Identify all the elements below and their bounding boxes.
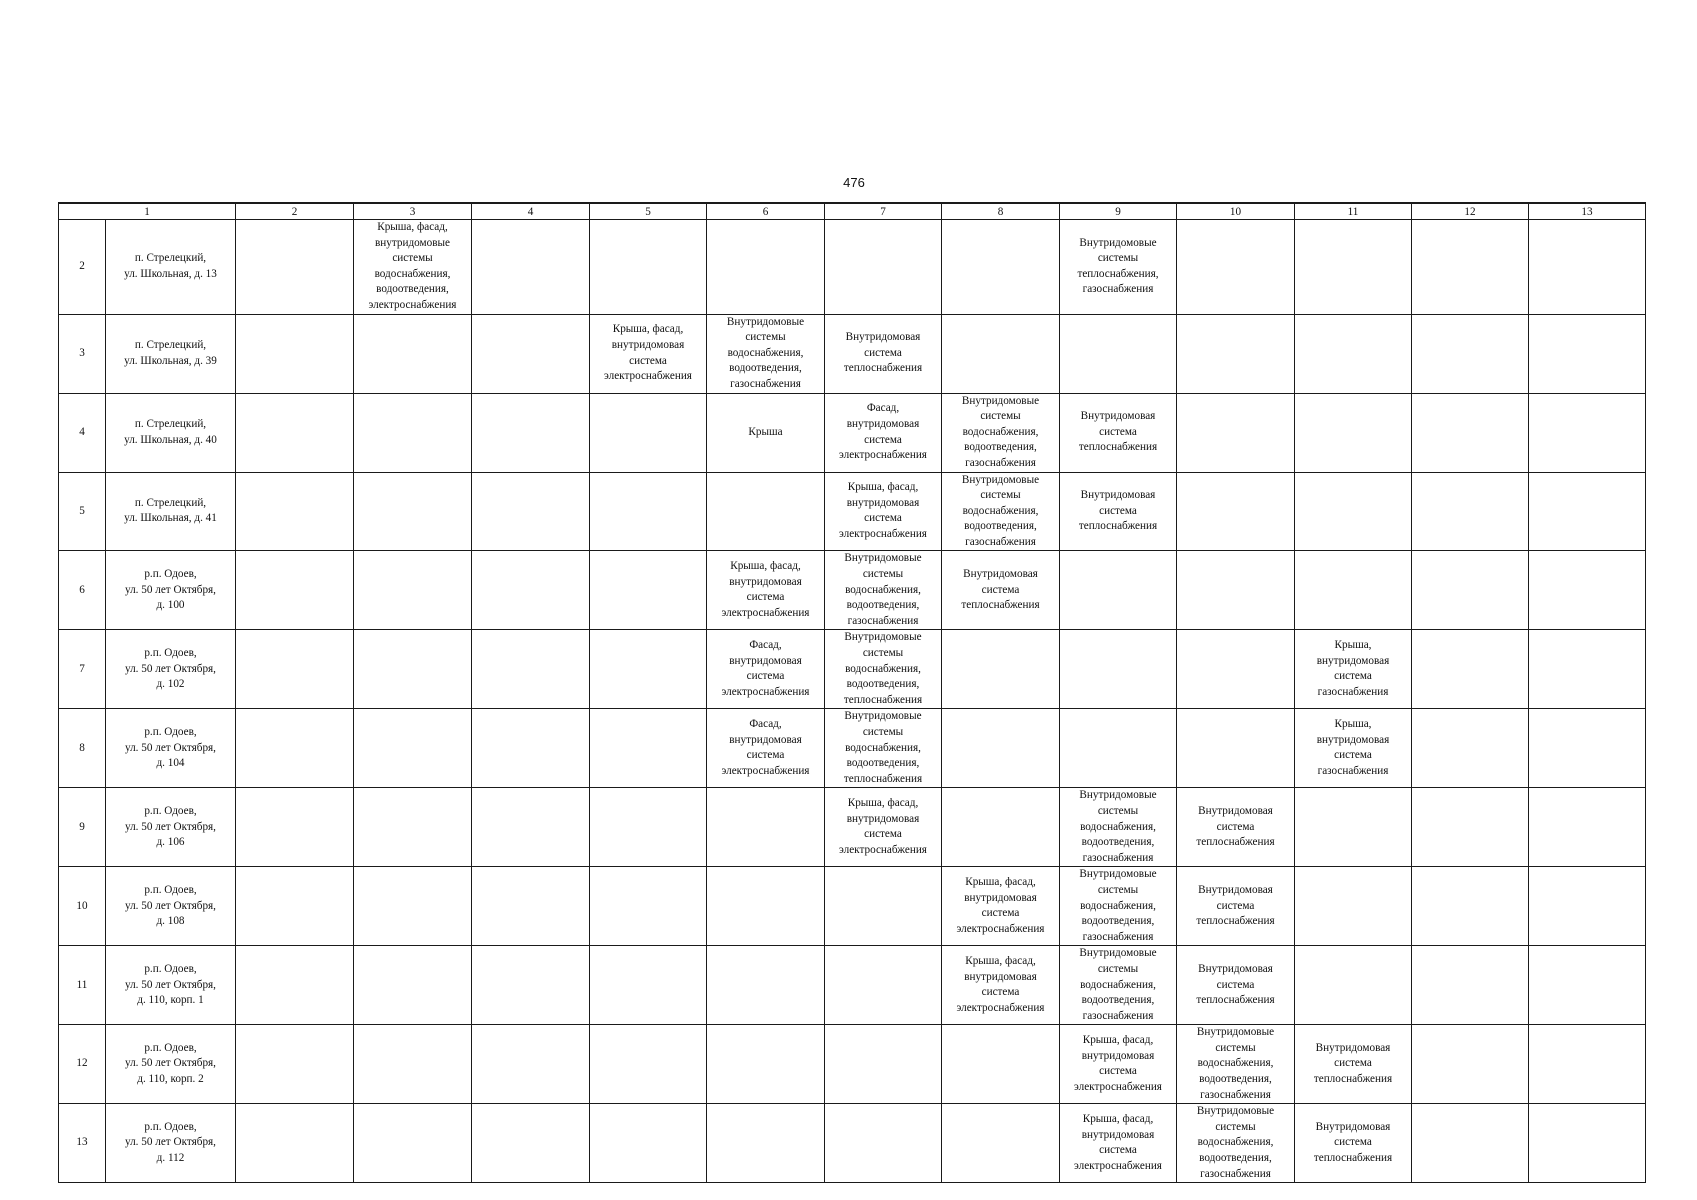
row-number-cell: 4 — [59, 393, 106, 472]
work-cell-col-13 — [1529, 946, 1646, 1025]
work-cell-col-12 — [1412, 472, 1529, 551]
row-number-cell: 9 — [59, 788, 106, 867]
work-cell-col-9: Внутридомовая система теплоснабжения — [1060, 393, 1177, 472]
work-cell-col-13 — [1529, 551, 1646, 630]
work-cell-col-2 — [236, 630, 354, 709]
work-cell-col-2 — [236, 551, 354, 630]
work-cell-col-11 — [1295, 551, 1412, 630]
work-cell-col-3 — [354, 1104, 472, 1183]
work-cell-col-9 — [1060, 630, 1177, 709]
work-cell-col-4 — [472, 220, 590, 315]
work-cell-col-12 — [1412, 220, 1529, 315]
work-cell-col-2 — [236, 393, 354, 472]
work-cell-col-10: Внутридомовая система теплоснабжения — [1177, 788, 1295, 867]
address-cell: р.п. Одоев, ул. 50 лет Октября, д. 112 — [106, 1104, 236, 1183]
work-cell-col-12 — [1412, 1104, 1529, 1183]
work-cell-col-6: Фасад, внутридомовая система электроснабжения — [707, 630, 825, 709]
work-cell-col-3 — [354, 472, 472, 551]
column-header: 13 — [1529, 203, 1646, 220]
work-cell-col-6: Крыша, фасад, внутридомовая система электроснабжения — [707, 551, 825, 630]
work-cell-col-9 — [1060, 709, 1177, 788]
work-cell-col-13 — [1529, 393, 1646, 472]
work-cell-col-8 — [942, 220, 1060, 315]
address-cell: п. Стрелецкий, ул. Школьная, д. 13 — [106, 220, 236, 315]
work-cell-col-3 — [354, 314, 472, 393]
work-cell-col-12 — [1412, 709, 1529, 788]
work-cell-col-9: Крыша, фасад, внутридомовая система электроснабжения — [1060, 1104, 1177, 1183]
work-cell-col-2 — [236, 867, 354, 946]
work-cell-col-2 — [236, 314, 354, 393]
work-cell-col-3 — [354, 788, 472, 867]
work-cell-col-5 — [590, 220, 707, 315]
work-cell-col-4 — [472, 551, 590, 630]
row-number-cell: 10 — [59, 867, 106, 946]
table-row — [59, 946, 1646, 1025]
column-header: 3 — [354, 203, 472, 220]
work-cell-col-5 — [590, 946, 707, 1025]
work-cell-col-10 — [1177, 630, 1295, 709]
work-cell-col-4 — [472, 1104, 590, 1183]
page-number: 476 — [843, 175, 865, 190]
work-cell-col-4 — [472, 314, 590, 393]
work-cell-col-8 — [942, 1104, 1060, 1183]
work-cell-col-12 — [1412, 314, 1529, 393]
table-row — [59, 1104, 1646, 1183]
table-row — [59, 630, 1646, 709]
work-cell-col-8 — [942, 709, 1060, 788]
work-cell-col-9: Внутридомовые системы водоснабжения, водоотведения, газоснабжения — [1060, 946, 1177, 1025]
work-cell-col-7 — [825, 1104, 942, 1183]
work-cell-col-8: Внутридомовая система теплоснабжения — [942, 551, 1060, 630]
work-cell-col-5 — [590, 867, 707, 946]
work-cell-col-4 — [472, 630, 590, 709]
work-cell-col-9: Внутридомовые системы водоснабжения, водоотведения, газоснабжения — [1060, 867, 1177, 946]
work-cell-col-13 — [1529, 472, 1646, 551]
work-cell-col-7: Крыша, фасад, внутридомовая система электроснабжения — [825, 788, 942, 867]
row-number-cell: 5 — [59, 472, 106, 551]
work-cell-col-4 — [472, 472, 590, 551]
row-number-cell: 3 — [59, 314, 106, 393]
table-row — [59, 709, 1646, 788]
address-cell: р.п. Одоев, ул. 50 лет Октября, д. 100 — [106, 551, 236, 630]
work-cell-col-10: Внутридомовые системы водоснабжения, водоотведения, газоснабжения — [1177, 1025, 1295, 1104]
address-cell: п. Стрелецкий, ул. Школьная, д. 40 — [106, 393, 236, 472]
work-cell-col-4 — [472, 1025, 590, 1104]
work-cell-col-5 — [590, 709, 707, 788]
work-cell-col-6: Внутридомовые системы водоснабжения, водоотведения, газоснабжения — [707, 314, 825, 393]
work-cell-col-10 — [1177, 472, 1295, 551]
table-row — [59, 788, 1646, 867]
work-cell-col-12 — [1412, 551, 1529, 630]
work-cell-col-11 — [1295, 946, 1412, 1025]
table-row — [59, 393, 1646, 472]
address-cell: р.п. Одоев, ул. 50 лет Октября, д. 102 — [106, 630, 236, 709]
work-cell-col-2 — [236, 788, 354, 867]
work-cell-col-2 — [236, 1104, 354, 1183]
address-cell: п. Стрелецкий, ул. Школьная, д. 41 — [106, 472, 236, 551]
column-header: 12 — [1412, 203, 1529, 220]
work-cell-col-10 — [1177, 709, 1295, 788]
work-cell-col-6 — [707, 946, 825, 1025]
work-cell-col-6 — [707, 867, 825, 946]
column-header: 8 — [942, 203, 1060, 220]
work-cell-col-9 — [1060, 551, 1177, 630]
table-row — [59, 472, 1646, 551]
column-header: 5 — [590, 203, 707, 220]
work-cell-col-11 — [1295, 788, 1412, 867]
work-cell-col-13 — [1529, 314, 1646, 393]
work-cell-col-2 — [236, 946, 354, 1025]
table-row — [59, 551, 1646, 630]
work-cell-col-8 — [942, 630, 1060, 709]
work-cell-col-10: Внутридомовые системы водоснабжения, водоотведения, газоснабжения — [1177, 1104, 1295, 1183]
work-cell-col-11 — [1295, 867, 1412, 946]
address-cell: р.п. Одоев, ул. 50 лет Октября, д. 106 — [106, 788, 236, 867]
work-cell-col-8 — [942, 314, 1060, 393]
address-cell: р.п. Одоев, ул. 50 лет Октября, д. 104 — [106, 709, 236, 788]
row-number-cell: 2 — [59, 220, 106, 315]
work-cell-col-6 — [707, 788, 825, 867]
work-cell-col-12 — [1412, 1025, 1529, 1104]
work-cell-col-7 — [825, 220, 942, 315]
work-cell-col-6 — [707, 472, 825, 551]
work-cell-col-7 — [825, 946, 942, 1025]
work-cell-col-5 — [590, 630, 707, 709]
work-cell-col-11: Крыша, внутридомовая система газоснабжения — [1295, 709, 1412, 788]
column-header: 4 — [472, 203, 590, 220]
work-cell-col-5 — [590, 788, 707, 867]
work-cell-col-11: Внутридомовая система теплоснабжения — [1295, 1104, 1412, 1183]
work-cell-col-4 — [472, 867, 590, 946]
work-cell-col-10 — [1177, 393, 1295, 472]
work-cell-col-5 — [590, 393, 707, 472]
work-cell-col-11 — [1295, 472, 1412, 551]
row-number-cell: 11 — [59, 946, 106, 1025]
work-cell-col-10: Внутридомовая система теплоснабжения — [1177, 867, 1295, 946]
work-cell-col-3 — [354, 393, 472, 472]
work-cell-col-4 — [472, 788, 590, 867]
work-cell-col-3 — [354, 1025, 472, 1104]
work-cell-col-13 — [1529, 1104, 1646, 1183]
address-cell: р.п. Одоев, ул. 50 лет Октября, д. 110, корп. 1 — [106, 946, 236, 1025]
work-cell-col-8: Крыша, фасад, внутридомовая система электроснабжения — [942, 946, 1060, 1025]
work-cell-col-3 — [354, 630, 472, 709]
column-header: 2 — [236, 203, 354, 220]
work-cell-col-3 — [354, 867, 472, 946]
work-cell-col-3 — [354, 709, 472, 788]
work-cell-col-13 — [1529, 630, 1646, 709]
work-cell-col-7 — [825, 867, 942, 946]
work-cell-col-9: Крыша, фасад, внутридомовая система электроснабжения — [1060, 1025, 1177, 1104]
address-cell: р.п. Одоев, ул. 50 лет Октября, д. 110, корп. 2 — [106, 1025, 236, 1104]
work-cell-col-9: Внутридомовая система теплоснабжения — [1060, 472, 1177, 551]
work-cell-col-4 — [472, 709, 590, 788]
work-cell-col-2 — [236, 220, 354, 315]
table-row — [59, 1025, 1646, 1104]
work-cell-col-13 — [1529, 1025, 1646, 1104]
work-cell-col-10 — [1177, 551, 1295, 630]
work-cell-col-8: Внутридомовые системы водоснабжения, водоотведения, газоснабжения — [942, 393, 1060, 472]
work-cell-col-5 — [590, 551, 707, 630]
work-cell-col-3 — [354, 946, 472, 1025]
work-cell-col-2 — [236, 472, 354, 551]
column-header: 7 — [825, 203, 942, 220]
work-cell-col-12 — [1412, 788, 1529, 867]
work-cell-col-13 — [1529, 709, 1646, 788]
column-header: 6 — [707, 203, 825, 220]
row-number-cell: 13 — [59, 1104, 106, 1183]
row-number-cell: 7 — [59, 630, 106, 709]
address-cell: р.п. Одоев, ул. 50 лет Октября, д. 108 — [106, 867, 236, 946]
work-cell-col-7: Внутридомовые системы водоснабжения, водоотведения, теплоснабжения — [825, 709, 942, 788]
work-cell-col-6 — [707, 220, 825, 315]
row-number-cell: 6 — [59, 551, 106, 630]
row-number-cell: 12 — [59, 1025, 106, 1104]
work-cell-col-10: Внутридомовая система теплоснабжения — [1177, 946, 1295, 1025]
work-cell-col-10 — [1177, 220, 1295, 315]
column-header: 9 — [1060, 203, 1177, 220]
work-cell-col-5 — [590, 1104, 707, 1183]
table-row — [59, 867, 1646, 946]
work-cell-col-13 — [1529, 788, 1646, 867]
work-cell-col-9: Внутридомовые системы водоснабжения, водоотведения, газоснабжения — [1060, 788, 1177, 867]
work-cell-col-4 — [472, 393, 590, 472]
table-row — [59, 314, 1646, 393]
work-cell-col-3 — [354, 551, 472, 630]
table-row — [59, 220, 1646, 315]
work-cell-col-4 — [472, 946, 590, 1025]
work-cell-col-7: Крыша, фасад, внутридомовая система электроснабжения — [825, 472, 942, 551]
repair-schedule-table — [58, 202, 1646, 1183]
work-cell-col-7 — [825, 1025, 942, 1104]
work-cell-col-13 — [1529, 220, 1646, 315]
work-cell-col-7: Внутридомовые системы водоснабжения, водоотведения, теплоснабжения — [825, 630, 942, 709]
work-cell-col-7: Внутридомовые системы водоснабжения, водоотведения, газоснабжения — [825, 551, 942, 630]
work-cell-col-2 — [236, 709, 354, 788]
work-cell-col-12 — [1412, 393, 1529, 472]
column-header: 11 — [1295, 203, 1412, 220]
work-cell-col-2 — [236, 1025, 354, 1104]
work-cell-col-11 — [1295, 314, 1412, 393]
column-header-row — [59, 203, 1646, 220]
work-cell-col-3: Крыша, фасад, внутридомовые системы водоснабжения, водоотведения, электроснабжения — [354, 220, 472, 315]
work-cell-col-5 — [590, 472, 707, 551]
work-cell-col-8 — [942, 788, 1060, 867]
work-cell-col-11: Крыша, внутридомовая система газоснабжения — [1295, 630, 1412, 709]
work-cell-col-10 — [1177, 314, 1295, 393]
work-cell-col-12 — [1412, 630, 1529, 709]
work-cell-col-8: Внутридомовые системы водоснабжения, водоотведения, газоснабжения — [942, 472, 1060, 551]
work-cell-col-6 — [707, 1104, 825, 1183]
work-cell-col-9: Внутридомовые системы теплоснабжения, газоснабжения — [1060, 220, 1177, 315]
work-cell-col-7: Внутридомовая система теплоснабжения — [825, 314, 942, 393]
work-cell-col-11 — [1295, 220, 1412, 315]
work-cell-col-6: Фасад, внутридомовая система электроснабжения — [707, 709, 825, 788]
table-body — [59, 203, 1646, 1183]
work-cell-col-12 — [1412, 946, 1529, 1025]
work-cell-col-8 — [942, 1025, 1060, 1104]
column-header: 10 — [1177, 203, 1295, 220]
address-cell: п. Стрелецкий, ул. Школьная, д. 39 — [106, 314, 236, 393]
work-cell-col-5: Крыша, фасад, внутридомовая система электроснабжения — [590, 314, 707, 393]
work-cell-col-6: Крыша — [707, 393, 825, 472]
work-cell-col-13 — [1529, 867, 1646, 946]
work-cell-col-11 — [1295, 393, 1412, 472]
row-number-cell: 8 — [59, 709, 106, 788]
work-cell-col-7: Фасад, внутридомовая система электроснабжения — [825, 393, 942, 472]
work-cell-col-11: Внутридомовая система теплоснабжения — [1295, 1025, 1412, 1104]
column-header: 1 — [59, 203, 236, 220]
work-cell-col-9 — [1060, 314, 1177, 393]
work-cell-col-6 — [707, 1025, 825, 1104]
work-cell-col-8: Крыша, фасад, внутридомовая система электроснабжения — [942, 867, 1060, 946]
work-cell-col-5 — [590, 1025, 707, 1104]
work-cell-col-12 — [1412, 867, 1529, 946]
